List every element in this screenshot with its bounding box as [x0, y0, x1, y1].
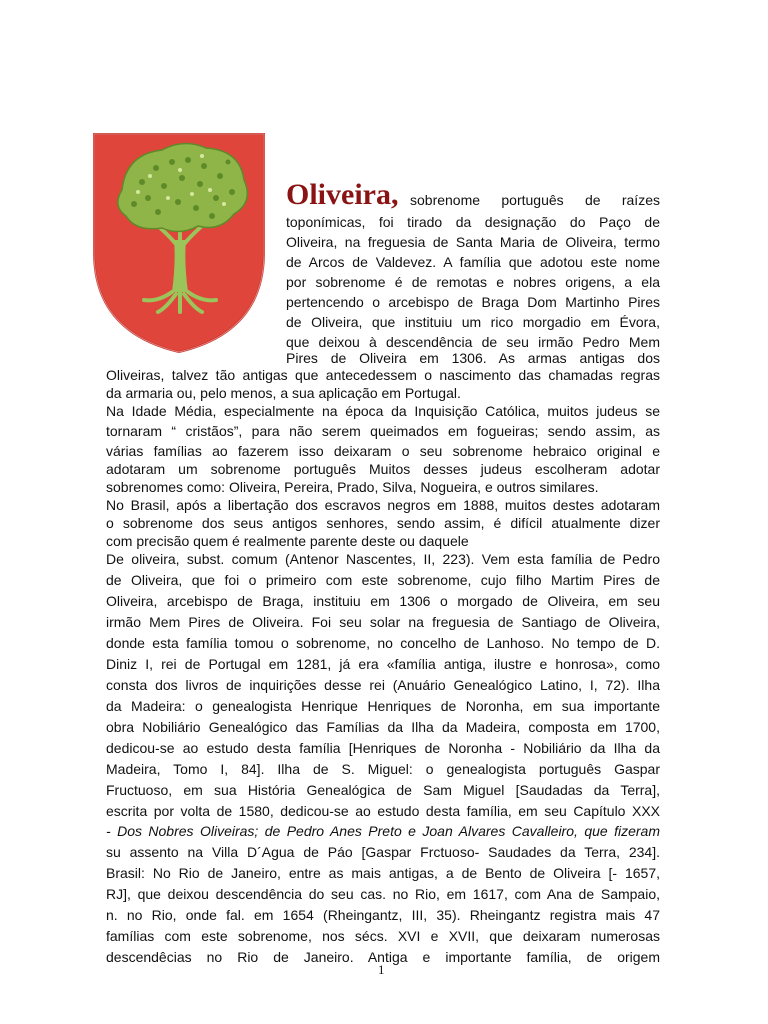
text-line: - Dos Nobres Oliveiras; de Pedro Anes Preto e Joan Alvares Cavalleiro, que fizeram	[106, 823, 660, 839]
text-line: adotaram um sobrenome português Muitos desses judeus escolheram adotar	[106, 461, 660, 477]
text-line: Madeira, Tomo I, 84]. Ilha de S. Miguel: o genealogista português Gaspar	[106, 761, 660, 777]
text-line: tornaram “ cristãos”, para não serem queimados em fogueiras; sendo assim, as	[106, 423, 660, 439]
text-line: várias famílias ao fazerem isso deixaram o seu sobrenome hebraico original e	[106, 443, 660, 459]
text-line: n. no Rio, onde fal. em 1654 (Rheingantz, III, 35). Rheingantz registra mais 47	[106, 907, 660, 923]
text-line: descendêcias no Rio de Janeiro. Antiga e importante família, de origem	[106, 949, 660, 965]
text-line: Oliveira, arcebispo de Braga, instituiu em 1306 o morgado de Oliveira, em seu	[106, 593, 660, 609]
text-line: obra Nobiliário Genealógico das Famílias da Ilha da Madeira, composta em 1700,	[106, 719, 660, 735]
text-line: de Arcos de Valdevez. A família que adotou este nome	[286, 254, 660, 270]
text-line: famílias com este sobrenome, nos sécs. XVI e XVII, que deixaram numerosas	[106, 928, 660, 944]
text-line: de Oliveira, que instituiu um rico morgadio em Évora,	[286, 314, 660, 330]
text-line: irmão Mem Pires de Oliveira. Foi seu solar na freguesia de Santiago de Oliveira,	[106, 614, 660, 630]
text-line: Oliveiras, talvez tão antigas que antecedessem o nascimento das chamadas regras	[106, 367, 660, 383]
text-line: o sobrenome dos seus antigos senhores, sendo assim, é difícil atualmente dizer	[106, 515, 660, 531]
text-line: sobrenome português de raízes	[410, 192, 660, 208]
text-line: De oliveira, subst. comum (Antenor Nascentes, II, 223). Vem esta família de Pedro	[106, 551, 660, 567]
text-line: RJ], que deixou descendência do seu cas. no Rio, em 1617, com Ana de Sampaio,	[106, 886, 660, 902]
text-line: No Brasil, após a libertação dos escravos negros em 1888, muitos destes adotaram	[106, 497, 660, 513]
text-line: pertencendo o arcebispo de Braga Dom Martinho Pires	[286, 294, 660, 310]
text-line: dedicou-se ao estudo desta família [Henriques de Noronha - Nobiliário da Ilha da	[106, 740, 660, 756]
text-line: da Madeira: o genealogista Henrique Henriques de Noronha, em sua importante	[106, 698, 660, 714]
olive-tree-coat-of-arms-icon	[92, 132, 266, 354]
text-line: Brasil: No Rio de Janeiro, entre as mais antigas, a de Bento de Oliveira [- 1657,	[106, 865, 660, 881]
page-number: 1	[378, 962, 385, 977]
text-line: consta dos livros de inquirições desse rei (Anuário Genealógico Latino, I, 72). Ilha	[106, 677, 660, 693]
heading-line	[286, 178, 660, 212]
text-line: sobrenomes como: Oliveira, Pereira, Prado, Silva, Nogueira, e outros similares.	[106, 479, 599, 495]
text-line: Oliveira, na freguesia de Santa Maria de Oliveira, termo	[286, 234, 660, 250]
text-line: Diniz I, rei de Portugal em 1281, já era «família antiga, ilustre e honrosa», como	[106, 656, 660, 672]
text-line: Na Idade Média, especialmente na época da Inquisição Católica, muitos judeus se	[106, 403, 660, 419]
text-line: Fructuoso, em sua História Genealógica de Sam Miguel [Saudadas da Terra],	[106, 782, 660, 798]
text-line: toponímicas, foi tirado da designação do Paço de	[286, 214, 660, 230]
text-line: com precisão quem é realmente parente deste ou daquele	[106, 533, 469, 549]
text-line: escrita por volta de 1580, dedicou-se ao estudo desta família, em seu Capítulo XXX	[106, 803, 660, 819]
surname-title: Oliveira,	[286, 178, 399, 211]
text-line: da armaria ou, pelo menos, a sua aplicação em Portugal.	[106, 385, 461, 401]
text-line: Pires de Oliveira em 1306. As armas antigas dos	[286, 350, 660, 366]
text-line: su assento na Villa D´Agua de Páo [Gaspar Frctuoso- Saudades da Terra, 234].	[106, 844, 660, 860]
text-line: donde esta família tomou o sobrenome, no concelho de Lanhoso. No tempo de D.	[106, 635, 660, 651]
text-line: de Oliveira, que foi o primeiro com este sobrenome, cujo filho Martim Pires de	[106, 572, 660, 588]
text-line: que deixou à descendência de seu irmão Pedro Mem	[286, 334, 660, 350]
text-line: por sobrenome é de remotas e nobres origens, a ela	[286, 274, 660, 290]
